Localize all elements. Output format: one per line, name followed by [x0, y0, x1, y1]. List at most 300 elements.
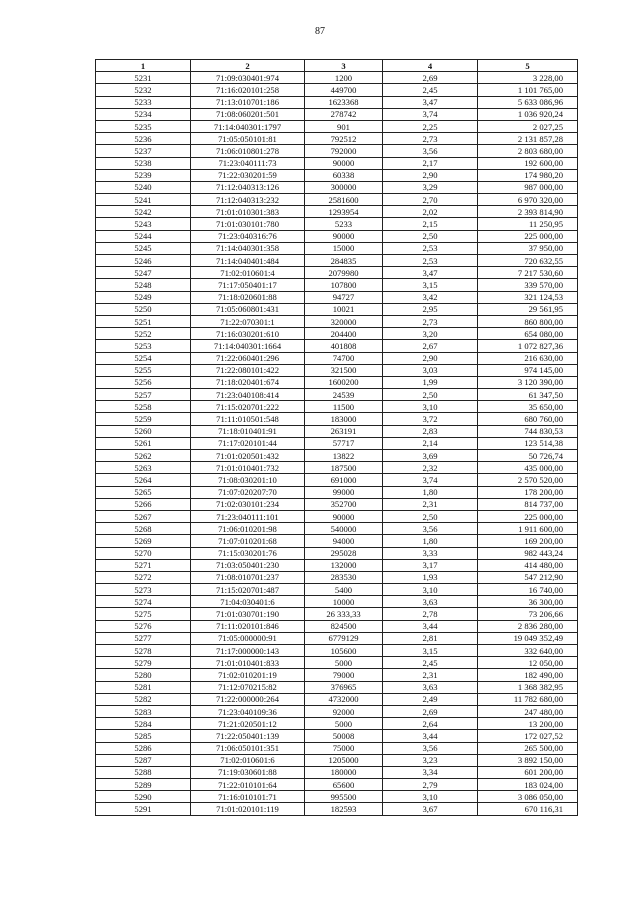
row-number-cell: 5265 [96, 486, 191, 498]
row-number-cell: 5235 [96, 120, 191, 132]
value-cell: 435 000,00 [478, 462, 578, 474]
area-cell: 132000 [305, 559, 383, 571]
value-cell: 3 086 050,00 [478, 791, 578, 803]
rate-cell: 2,69 [383, 72, 478, 84]
table-row [96, 523, 578, 535]
area-cell: 1293954 [305, 206, 383, 218]
table-row [96, 450, 578, 462]
rate-cell: 3,33 [383, 547, 478, 559]
area-cell: 401808 [305, 340, 383, 352]
area-cell: 824500 [305, 620, 383, 632]
table-row [96, 84, 578, 96]
row-number-cell: 5273 [96, 584, 191, 596]
cadastral-number-cell: 71:04:030401:6 [191, 596, 305, 608]
row-number-cell: 5268 [96, 523, 191, 535]
value-cell: 7 217 530,60 [478, 267, 578, 279]
table-row [96, 328, 578, 340]
rate-cell: 3,56 [383, 523, 478, 535]
area-cell: 5000 [305, 657, 383, 669]
area-cell: 449700 [305, 84, 383, 96]
cadastral-number-cell: 71:16:010101:71 [191, 791, 305, 803]
value-cell: 974 145,00 [478, 364, 578, 376]
value-cell: 744 830,53 [478, 425, 578, 437]
table-row [96, 194, 578, 206]
value-cell: 2 836 280,00 [478, 620, 578, 632]
value-cell: 61 347,50 [478, 389, 578, 401]
row-number-cell: 5231 [96, 72, 191, 84]
table-row [96, 657, 578, 669]
rate-cell: 2,50 [383, 510, 478, 522]
rate-cell: 3,10 [383, 791, 478, 803]
table-row [96, 730, 578, 742]
row-number-cell: 5249 [96, 291, 191, 303]
row-number-cell: 5255 [96, 364, 191, 376]
rate-cell: 2,90 [383, 169, 478, 181]
cadastral-number-cell: 71:03:050401:230 [191, 559, 305, 571]
value-cell: 1 368 382,95 [478, 681, 578, 693]
rate-cell: 2,53 [383, 255, 478, 267]
rate-cell: 2,31 [383, 669, 478, 681]
value-cell: 73 206,66 [478, 608, 578, 620]
cadastral-number-cell: 71:08:010701:237 [191, 571, 305, 583]
cadastral-number-cell: 71:17:050401:17 [191, 279, 305, 291]
row-number-cell: 5258 [96, 401, 191, 413]
rate-cell: 2,69 [383, 705, 478, 717]
row-number-cell: 5240 [96, 181, 191, 193]
cadastral-number-cell: 71:15:030201:76 [191, 547, 305, 559]
table-row [96, 547, 578, 559]
area-cell: 183000 [305, 413, 383, 425]
row-number-cell: 5286 [96, 742, 191, 754]
row-number-cell: 5269 [96, 535, 191, 547]
row-number-cell: 5260 [96, 425, 191, 437]
cadastral-number-cell: 71:16:020101:258 [191, 84, 305, 96]
row-number-cell: 5288 [96, 766, 191, 778]
row-number-cell: 5276 [96, 620, 191, 632]
area-cell: 321500 [305, 364, 383, 376]
value-cell: 247 480,00 [478, 705, 578, 717]
area-cell: 540000 [305, 523, 383, 535]
cadastral-number-cell: 71:22:000000:264 [191, 693, 305, 705]
table-row [96, 96, 578, 108]
table-row [96, 120, 578, 132]
area-cell: 90000 [305, 510, 383, 522]
value-cell: 6 970 320,00 [478, 194, 578, 206]
area-cell: 204400 [305, 328, 383, 340]
rate-cell: 3,56 [383, 742, 478, 754]
column-header: 3 [305, 60, 383, 72]
rate-cell: 3,72 [383, 413, 478, 425]
cadastral-number-cell: 71:13:010701:186 [191, 96, 305, 108]
row-number-cell: 5281 [96, 681, 191, 693]
cadastral-number-cell: 71:15:020701:222 [191, 401, 305, 413]
row-number-cell: 5291 [96, 803, 191, 815]
cadastral-number-cell: 71:23:040109:36 [191, 705, 305, 717]
rate-cell: 2,79 [383, 779, 478, 791]
table-row [96, 779, 578, 791]
table-row [96, 413, 578, 425]
table-row [96, 425, 578, 437]
cadastral-number-cell: 71:14:040301:1797 [191, 120, 305, 132]
table-row [96, 72, 578, 84]
rate-cell: 2,78 [383, 608, 478, 620]
table-row [96, 742, 578, 754]
value-cell: 321 124,53 [478, 291, 578, 303]
table-row [96, 340, 578, 352]
rate-cell: 3,47 [383, 267, 478, 279]
area-cell: 99000 [305, 486, 383, 498]
area-cell: 24539 [305, 389, 383, 401]
rate-cell: 2,32 [383, 462, 478, 474]
value-cell: 982 443,24 [478, 547, 578, 559]
value-cell: 11 782 680,00 [478, 693, 578, 705]
area-cell: 90000 [305, 157, 383, 169]
area-cell: 50008 [305, 730, 383, 742]
rate-cell: 3,15 [383, 279, 478, 291]
row-number-cell: 5275 [96, 608, 191, 620]
table-row [96, 620, 578, 632]
cadastral-number-cell: 71:22:030201:59 [191, 169, 305, 181]
rate-cell: 3,74 [383, 474, 478, 486]
area-cell: 376965 [305, 681, 383, 693]
value-cell: 814 737,00 [478, 498, 578, 510]
cadastral-number-cell: 71:01:020101:119 [191, 803, 305, 815]
value-cell: 654 080,00 [478, 328, 578, 340]
table-row [96, 510, 578, 522]
row-number-cell: 5253 [96, 340, 191, 352]
cadastral-number-cell: 71:08:060201:501 [191, 108, 305, 120]
row-number-cell: 5277 [96, 632, 191, 644]
rate-cell: 3,67 [383, 803, 478, 815]
table-row [96, 669, 578, 681]
area-cell: 13822 [305, 450, 383, 462]
row-number-cell: 5243 [96, 218, 191, 230]
area-cell: 105600 [305, 645, 383, 657]
table-row [96, 632, 578, 644]
table-row [96, 218, 578, 230]
area-cell: 65600 [305, 779, 383, 791]
value-cell: 178 200,00 [478, 486, 578, 498]
table-row [96, 718, 578, 730]
column-header: 4 [383, 60, 478, 72]
rate-cell: 3,44 [383, 730, 478, 742]
area-cell: 295028 [305, 547, 383, 559]
area-cell: 94727 [305, 291, 383, 303]
row-number-cell: 5272 [96, 571, 191, 583]
rate-cell: 3,23 [383, 754, 478, 766]
cadastral-number-cell: 71:06:050101:351 [191, 742, 305, 754]
cadastral-number-cell: 71:09:030401:974 [191, 72, 305, 84]
area-cell: 263191 [305, 425, 383, 437]
row-number-cell: 5287 [96, 754, 191, 766]
area-cell: 792512 [305, 133, 383, 145]
row-number-cell: 5284 [96, 718, 191, 730]
rate-cell: 2,15 [383, 218, 478, 230]
value-cell: 16 740,00 [478, 584, 578, 596]
rate-cell: 2,50 [383, 389, 478, 401]
table-row [96, 681, 578, 693]
row-number-cell: 5264 [96, 474, 191, 486]
area-cell: 691000 [305, 474, 383, 486]
area-cell: 107800 [305, 279, 383, 291]
table-row [96, 474, 578, 486]
area-cell: 283530 [305, 571, 383, 583]
table-row [96, 242, 578, 254]
table-row [96, 303, 578, 315]
row-number-cell: 5236 [96, 133, 191, 145]
table-row [96, 584, 578, 596]
value-cell: 680 760,00 [478, 413, 578, 425]
area-cell: 180000 [305, 766, 383, 778]
cadastral-number-cell: 71:01:030701:190 [191, 608, 305, 620]
area-cell: 10000 [305, 596, 383, 608]
cadastral-number-cell: 71:07:010201:68 [191, 535, 305, 547]
area-cell: 15000 [305, 242, 383, 254]
cadastral-number-cell: 71:23:040108:414 [191, 389, 305, 401]
rate-cell: 3,10 [383, 401, 478, 413]
cadastral-number-cell: 71:05:060801:431 [191, 303, 305, 315]
value-cell: 414 480,00 [478, 559, 578, 571]
cadastral-number-cell: 71:08:030201:10 [191, 474, 305, 486]
value-cell: 50 726,74 [478, 450, 578, 462]
rate-cell: 2,31 [383, 498, 478, 510]
value-cell: 11 250,95 [478, 218, 578, 230]
cadastral-number-cell: 71:22:080101:422 [191, 364, 305, 376]
area-cell: 10021 [305, 303, 383, 315]
value-cell: 3 892 150,00 [478, 754, 578, 766]
area-cell: 1205000 [305, 754, 383, 766]
value-cell: 2 027,25 [478, 120, 578, 132]
rate-cell: 2,45 [383, 84, 478, 96]
rate-cell: 3,56 [383, 145, 478, 157]
row-number-cell: 5245 [96, 242, 191, 254]
page-number: 87 [315, 26, 325, 37]
cadastral-number-cell: 71:22:050401:139 [191, 730, 305, 742]
table-row [96, 389, 578, 401]
rate-cell: 3,15 [383, 645, 478, 657]
rate-cell: 2,49 [383, 693, 478, 705]
row-number-cell: 5233 [96, 96, 191, 108]
row-number-cell: 5237 [96, 145, 191, 157]
value-cell: 169 200,00 [478, 535, 578, 547]
table-row [96, 608, 578, 620]
area-cell: 278742 [305, 108, 383, 120]
cadastral-number-cell: 71:01:010401:732 [191, 462, 305, 474]
row-number-cell: 5248 [96, 279, 191, 291]
rate-cell: 3,34 [383, 766, 478, 778]
area-cell: 11500 [305, 401, 383, 413]
value-cell: 547 212,90 [478, 571, 578, 583]
rate-cell: 1,93 [383, 571, 478, 583]
area-cell: 26 333,33 [305, 608, 383, 620]
row-number-cell: 5262 [96, 450, 191, 462]
row-number-cell: 5270 [96, 547, 191, 559]
cadastral-number-cell: 71:14:040301:1664 [191, 340, 305, 352]
table-row [96, 803, 578, 815]
rate-cell: 2,95 [383, 303, 478, 315]
area-cell: 352700 [305, 498, 383, 510]
row-number-cell: 5266 [96, 498, 191, 510]
table-row [96, 157, 578, 169]
rate-cell: 2,81 [383, 632, 478, 644]
cadastral-number-cell: 71:17:000000:143 [191, 645, 305, 657]
row-number-cell: 5263 [96, 462, 191, 474]
table-row [96, 766, 578, 778]
table-row [96, 498, 578, 510]
row-number-cell: 5285 [96, 730, 191, 742]
row-number-cell: 5242 [96, 206, 191, 218]
rate-cell: 1,80 [383, 535, 478, 547]
cadastral-number-cell: 71:07:020207:70 [191, 486, 305, 498]
rate-cell: 2,67 [383, 340, 478, 352]
value-cell: 2 570 520,00 [478, 474, 578, 486]
rate-cell: 2,73 [383, 315, 478, 327]
area-cell: 792000 [305, 145, 383, 157]
row-number-cell: 5280 [96, 669, 191, 681]
table-row [96, 108, 578, 120]
table-row [96, 206, 578, 218]
cadastral-number-cell: 71:12:040313:232 [191, 194, 305, 206]
value-cell: 3 120 390,00 [478, 376, 578, 388]
row-number-cell: 5259 [96, 413, 191, 425]
area-cell: 2079980 [305, 267, 383, 279]
cadastral-number-cell: 71:11:020101:846 [191, 620, 305, 632]
value-cell: 216 630,00 [478, 352, 578, 364]
rate-cell: 1,80 [383, 486, 478, 498]
value-cell: 172 027,52 [478, 730, 578, 742]
value-cell: 5 633 086,96 [478, 96, 578, 108]
value-cell: 339 570,00 [478, 279, 578, 291]
area-cell: 60338 [305, 169, 383, 181]
table-row [96, 791, 578, 803]
area-cell: 182593 [305, 803, 383, 815]
value-cell: 1 072 827,36 [478, 340, 578, 352]
cadastral-number-cell: 71:16:030201:610 [191, 328, 305, 340]
row-number-cell: 5279 [96, 657, 191, 669]
value-cell: 2 131 857,28 [478, 133, 578, 145]
cadastral-number-cell: 71:18:020401:674 [191, 376, 305, 388]
value-cell: 601 200,00 [478, 766, 578, 778]
row-number-cell: 5271 [96, 559, 191, 571]
value-cell: 2 393 814,90 [478, 206, 578, 218]
area-cell: 75000 [305, 742, 383, 754]
cadastral-number-cell: 71:22:070301:1 [191, 315, 305, 327]
cadastral-number-cell: 71:17:020101:44 [191, 437, 305, 449]
rate-cell: 2,90 [383, 352, 478, 364]
row-number-cell: 5267 [96, 510, 191, 522]
table-row [96, 133, 578, 145]
rate-cell: 2,14 [383, 437, 478, 449]
value-cell: 19 049 352,49 [478, 632, 578, 644]
cadastral-number-cell: 71:02:010601:4 [191, 267, 305, 279]
cadastral-number-cell: 71:22:060401:296 [191, 352, 305, 364]
rate-cell: 2,25 [383, 120, 478, 132]
table-row [96, 376, 578, 388]
area-cell: 5400 [305, 584, 383, 596]
table-row [96, 705, 578, 717]
column-header: 1 [96, 60, 191, 72]
value-cell: 332 640,00 [478, 645, 578, 657]
table-row [96, 169, 578, 181]
rate-cell: 2,70 [383, 194, 478, 206]
value-cell: 36 300,00 [478, 596, 578, 608]
table-body [96, 72, 578, 815]
row-number-cell: 5247 [96, 267, 191, 279]
area-cell: 901 [305, 120, 383, 132]
row-number-cell: 5238 [96, 157, 191, 169]
cadastral-number-cell: 71:06:010201:98 [191, 523, 305, 535]
cadastral-number-cell: 71:05:050101:81 [191, 133, 305, 145]
row-number-cell: 5251 [96, 315, 191, 327]
row-number-cell: 5246 [96, 255, 191, 267]
table-row [96, 437, 578, 449]
area-cell: 74700 [305, 352, 383, 364]
area-cell: 90000 [305, 230, 383, 242]
area-cell: 57717 [305, 437, 383, 449]
value-cell: 987 000,00 [478, 181, 578, 193]
value-cell: 3 228,00 [478, 72, 578, 84]
table-row [96, 279, 578, 291]
table-row [96, 754, 578, 766]
area-cell: 5233 [305, 218, 383, 230]
rate-cell: 3,47 [383, 96, 478, 108]
rate-cell: 2,64 [383, 718, 478, 730]
area-cell: 2581600 [305, 194, 383, 206]
value-cell: 35 650,00 [478, 401, 578, 413]
row-number-cell: 5282 [96, 693, 191, 705]
rate-cell: 2,17 [383, 157, 478, 169]
cadastral-number-cell: 71:02:030101:234 [191, 498, 305, 510]
rate-cell: 3,74 [383, 108, 478, 120]
table-row [96, 291, 578, 303]
area-cell: 320000 [305, 315, 383, 327]
value-cell: 2 803 680,00 [478, 145, 578, 157]
value-cell: 192 600,00 [478, 157, 578, 169]
cadastral-number-cell: 71:01:010401:833 [191, 657, 305, 669]
value-cell: 183 024,00 [478, 779, 578, 791]
value-cell: 1 036 920,24 [478, 108, 578, 120]
row-number-cell: 5261 [96, 437, 191, 449]
cadastral-number-cell: 71:23:040111:101 [191, 510, 305, 522]
table-row [96, 267, 578, 279]
rate-cell: 3,44 [383, 620, 478, 632]
row-number-cell: 5257 [96, 389, 191, 401]
cadastral-number-cell: 71:01:030101:780 [191, 218, 305, 230]
value-cell: 174 980,20 [478, 169, 578, 181]
area-cell: 79000 [305, 669, 383, 681]
row-number-cell: 5252 [96, 328, 191, 340]
area-cell: 284835 [305, 255, 383, 267]
cadastral-number-cell: 71:12:070215:82 [191, 681, 305, 693]
cadastral-number-cell: 71:14:040401:484 [191, 255, 305, 267]
row-number-cell: 5256 [96, 376, 191, 388]
table-row [96, 462, 578, 474]
rate-cell: 2,02 [383, 206, 478, 218]
table-row [96, 559, 578, 571]
table-row [96, 181, 578, 193]
row-number-cell: 5283 [96, 705, 191, 717]
rate-cell: 3,17 [383, 559, 478, 571]
value-cell: 720 632,55 [478, 255, 578, 267]
header-row [96, 60, 578, 72]
area-cell: 187500 [305, 462, 383, 474]
row-number-cell: 5274 [96, 596, 191, 608]
table-row [96, 315, 578, 327]
cadastral-number-cell: 71:01:020501:432 [191, 450, 305, 462]
cadastral-number-cell: 71:11:010501:548 [191, 413, 305, 425]
cadastral-number-cell: 71:02:010601:6 [191, 754, 305, 766]
cadastral-number-cell: 71:23:040316:76 [191, 230, 305, 242]
